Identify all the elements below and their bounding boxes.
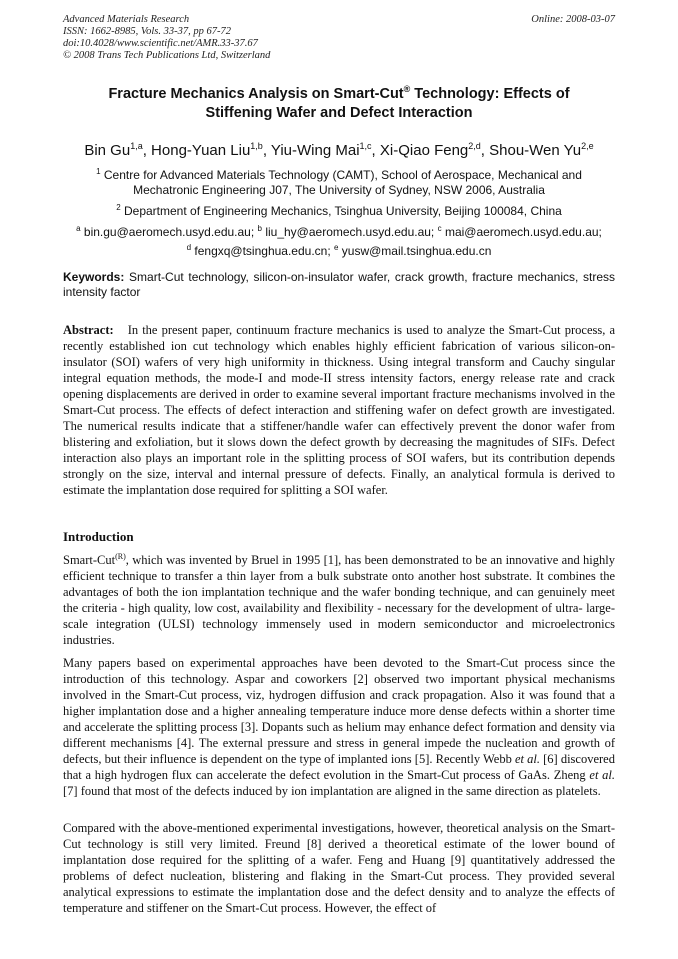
author-affil: 2,e bbox=[581, 141, 594, 151]
registered-mark: ® bbox=[403, 84, 411, 94]
author-name: Xi-Qiao Feng bbox=[379, 142, 469, 159]
abstract-label: Abstract: bbox=[63, 323, 114, 337]
author-name: Yiu-Wing Mai bbox=[270, 142, 360, 159]
intro-paragraph-2: Many papers based on experimental approaches have been devoted to the Smart-Cut process since the introduction of this technology. Aspar and coworkers [2] observed two important physical mechanisms involved in the Smart-Cut process, viz, hydrogen diffusion and crack propagation. Also it was found that a higher implantation dose and a higher annealing temperature induce more dense defects within a shorter time and accelerate the splitting process [3]. Dopants such as helium may enhance defect formation and density via different mechanisms [4]. The external pressure and stress in general impede the nucleation and growth of defects, but their influence is dependent on the type of implanted ions [5]. Recently Webb et al. [6] discovered that a high hydrogen flux can accelerate the defect evolution in the Smart-Cut process of GaAs. Zheng et al. [7] found that most of the defects induced by ion implantation are aligned in the same direction as platelets. bbox=[63, 656, 616, 798]
email-link[interactable]: mai@aeromech.usyd.edu.au; bbox=[441, 225, 602, 239]
affiliation-1: $^1$ Centre for Advanced Materials Technology (CAMT), School of Aerospace, Mechanical and Mechatronic Engineering J07, The University of Sydney, NSW 2006, Australia bbox=[96, 167, 582, 197]
keywords-section bbox=[63, 270, 615, 300]
intro-paragraph-1: Smart-Cut$^{(R)}$, which was invented by Bruel in 1995 [1], has been demonstrated to be an innovative and highly efficient technique to transfer a thin layer from a bulk substrate onto another host substrate. It combines the advantages of both the ion implantation technique and the wafer bonding technique, and can genuinely meet the criteria - high quality, low cost, availability and flexibility - necessary for the development of ultra- large-scale integration (ULSI) technology immensely used in modern semiconductor and microelectronics industries. bbox=[63, 552, 615, 648]
running-header bbox=[63, 14, 615, 62]
author-list: Bin Gu$^{1,a}$, Hong-Yuan Liu$^{1,b}$, Yiu-Wing Mai$^{1,c}$, Xi-Qiao Feng$^{2,d}$, Shou-Wen Yu$^{2,e}$ bbox=[84, 141, 594, 159]
keywords-label: Keywords: bbox=[63, 270, 125, 284]
intro-paragraph-3: Compared with the above-mentioned experimental investigations, however, theoretical analysis on the Smart-Cut technology is still very limited. Freund [8] derived a theoretical estimate of the lower bound of implantation dose required for the splitting of a wafer. Feng and Huang [9] quantitatively addressed the problems of defect nucleation, blistering and flaking in the Smart-Cut process. They provided several analytical expressions to estimate the implantation dose and the defect density and to analyze the effects of temperature and stiffener on the Smart-Cut process. However, the effect of bbox=[63, 821, 615, 915]
author-name: Shou-Wen Yu bbox=[489, 142, 582, 159]
email-link[interactable]: yusw@mail.tsinghua.edu.cn bbox=[338, 244, 492, 258]
doi-line: doi:10.4028/www.scientific.net/AMR.33-37.67 bbox=[63, 38, 258, 49]
affiliation-2: $^2$ Department of Engineering Mechanics, Tsinghua University, Beijing 100084, China bbox=[116, 203, 562, 218]
author-emails: $^a$ bin.gu@aeromech.usyd.edu.au; $^b$ liu_hy@aeromech.usyd.edu.au; $^c$ mai@aeromech.usyd.edu.au; $^d$ fengxq@tsinghua.edu.cn; $^e$ yusw@mail.tsinghua.edu.cn bbox=[76, 224, 602, 258]
copyright-line: © 2008 Trans Tech Publications Ltd, Switzerland bbox=[63, 50, 271, 61]
title-part2: Technology: Effects of bbox=[410, 85, 570, 102]
paper-title bbox=[60, 80, 618, 123]
title-part1: Fracture Mechanics Analysis on Smart-Cut bbox=[108, 85, 404, 102]
issn-line: ISSN: 1662-8985, Vols. 33-37, pp 67-72 bbox=[63, 26, 231, 37]
author-name: Bin Gu bbox=[84, 142, 131, 159]
author-affil: 2,d bbox=[468, 141, 481, 151]
email-link[interactable]: liu_hy@aeromech.usyd.edu.au; bbox=[261, 225, 438, 239]
section-heading-introduction: Introduction bbox=[63, 529, 134, 544]
author-affil: 1,b bbox=[250, 141, 263, 151]
author-affil: 1,a bbox=[130, 141, 143, 151]
abstract-text: In the present paper, continuum fracture mechanics is used to analyze the Smart-Cut process, a recently established ion cut technology which enables highly efficient fabrication of various silicon-on-insulator (SOI) wafers of very high uniformity in thickness. Using integral transform and Cauchy singular integral equation methods, the mode-I and mode-II stress intensity factors, energy release rate and crack opening displacements are derived in order to examine several important fracture mechanisms involved in the Smart-Cut process. The effects of defect interaction and stiffening wafer on defect growth are investigated. The numerical results indicate that a stiffener/handle wafer can effectively prevent the donor wafer from blistering and exfoliation, but it slows down the defect growth by decreasing the magnitudes of SIFs. Defect interaction also plays an important role in the splitting process of SOI wafers, but its contribution depends strongly on the size, interval and internal pressure of defects. Finally, an analytical formula is derived to estimate the implantation dose required for splitting a SOI wafer. bbox=[63, 323, 615, 497]
author-affil: 1,c bbox=[359, 141, 372, 151]
author-name: Hong-Yuan Liu bbox=[151, 142, 251, 159]
email-link[interactable]: fengxq@tsinghua.edu.cn; bbox=[191, 244, 334, 258]
keywords-text: Smart-Cut technology, silicon-on-insulator wafer, crack growth, fracture mechanics, stress intensity factor bbox=[63, 270, 615, 299]
email-link[interactable]: bin.gu@aeromech.usyd.edu.au; bbox=[80, 225, 258, 239]
title-line2: Stiffening Wafer and Defect Interaction bbox=[205, 104, 473, 121]
journal-name: Advanced Materials Research bbox=[63, 14, 190, 25]
abstract bbox=[63, 322, 615, 498]
online-date: Online: 2008-03-07 bbox=[531, 14, 615, 25]
